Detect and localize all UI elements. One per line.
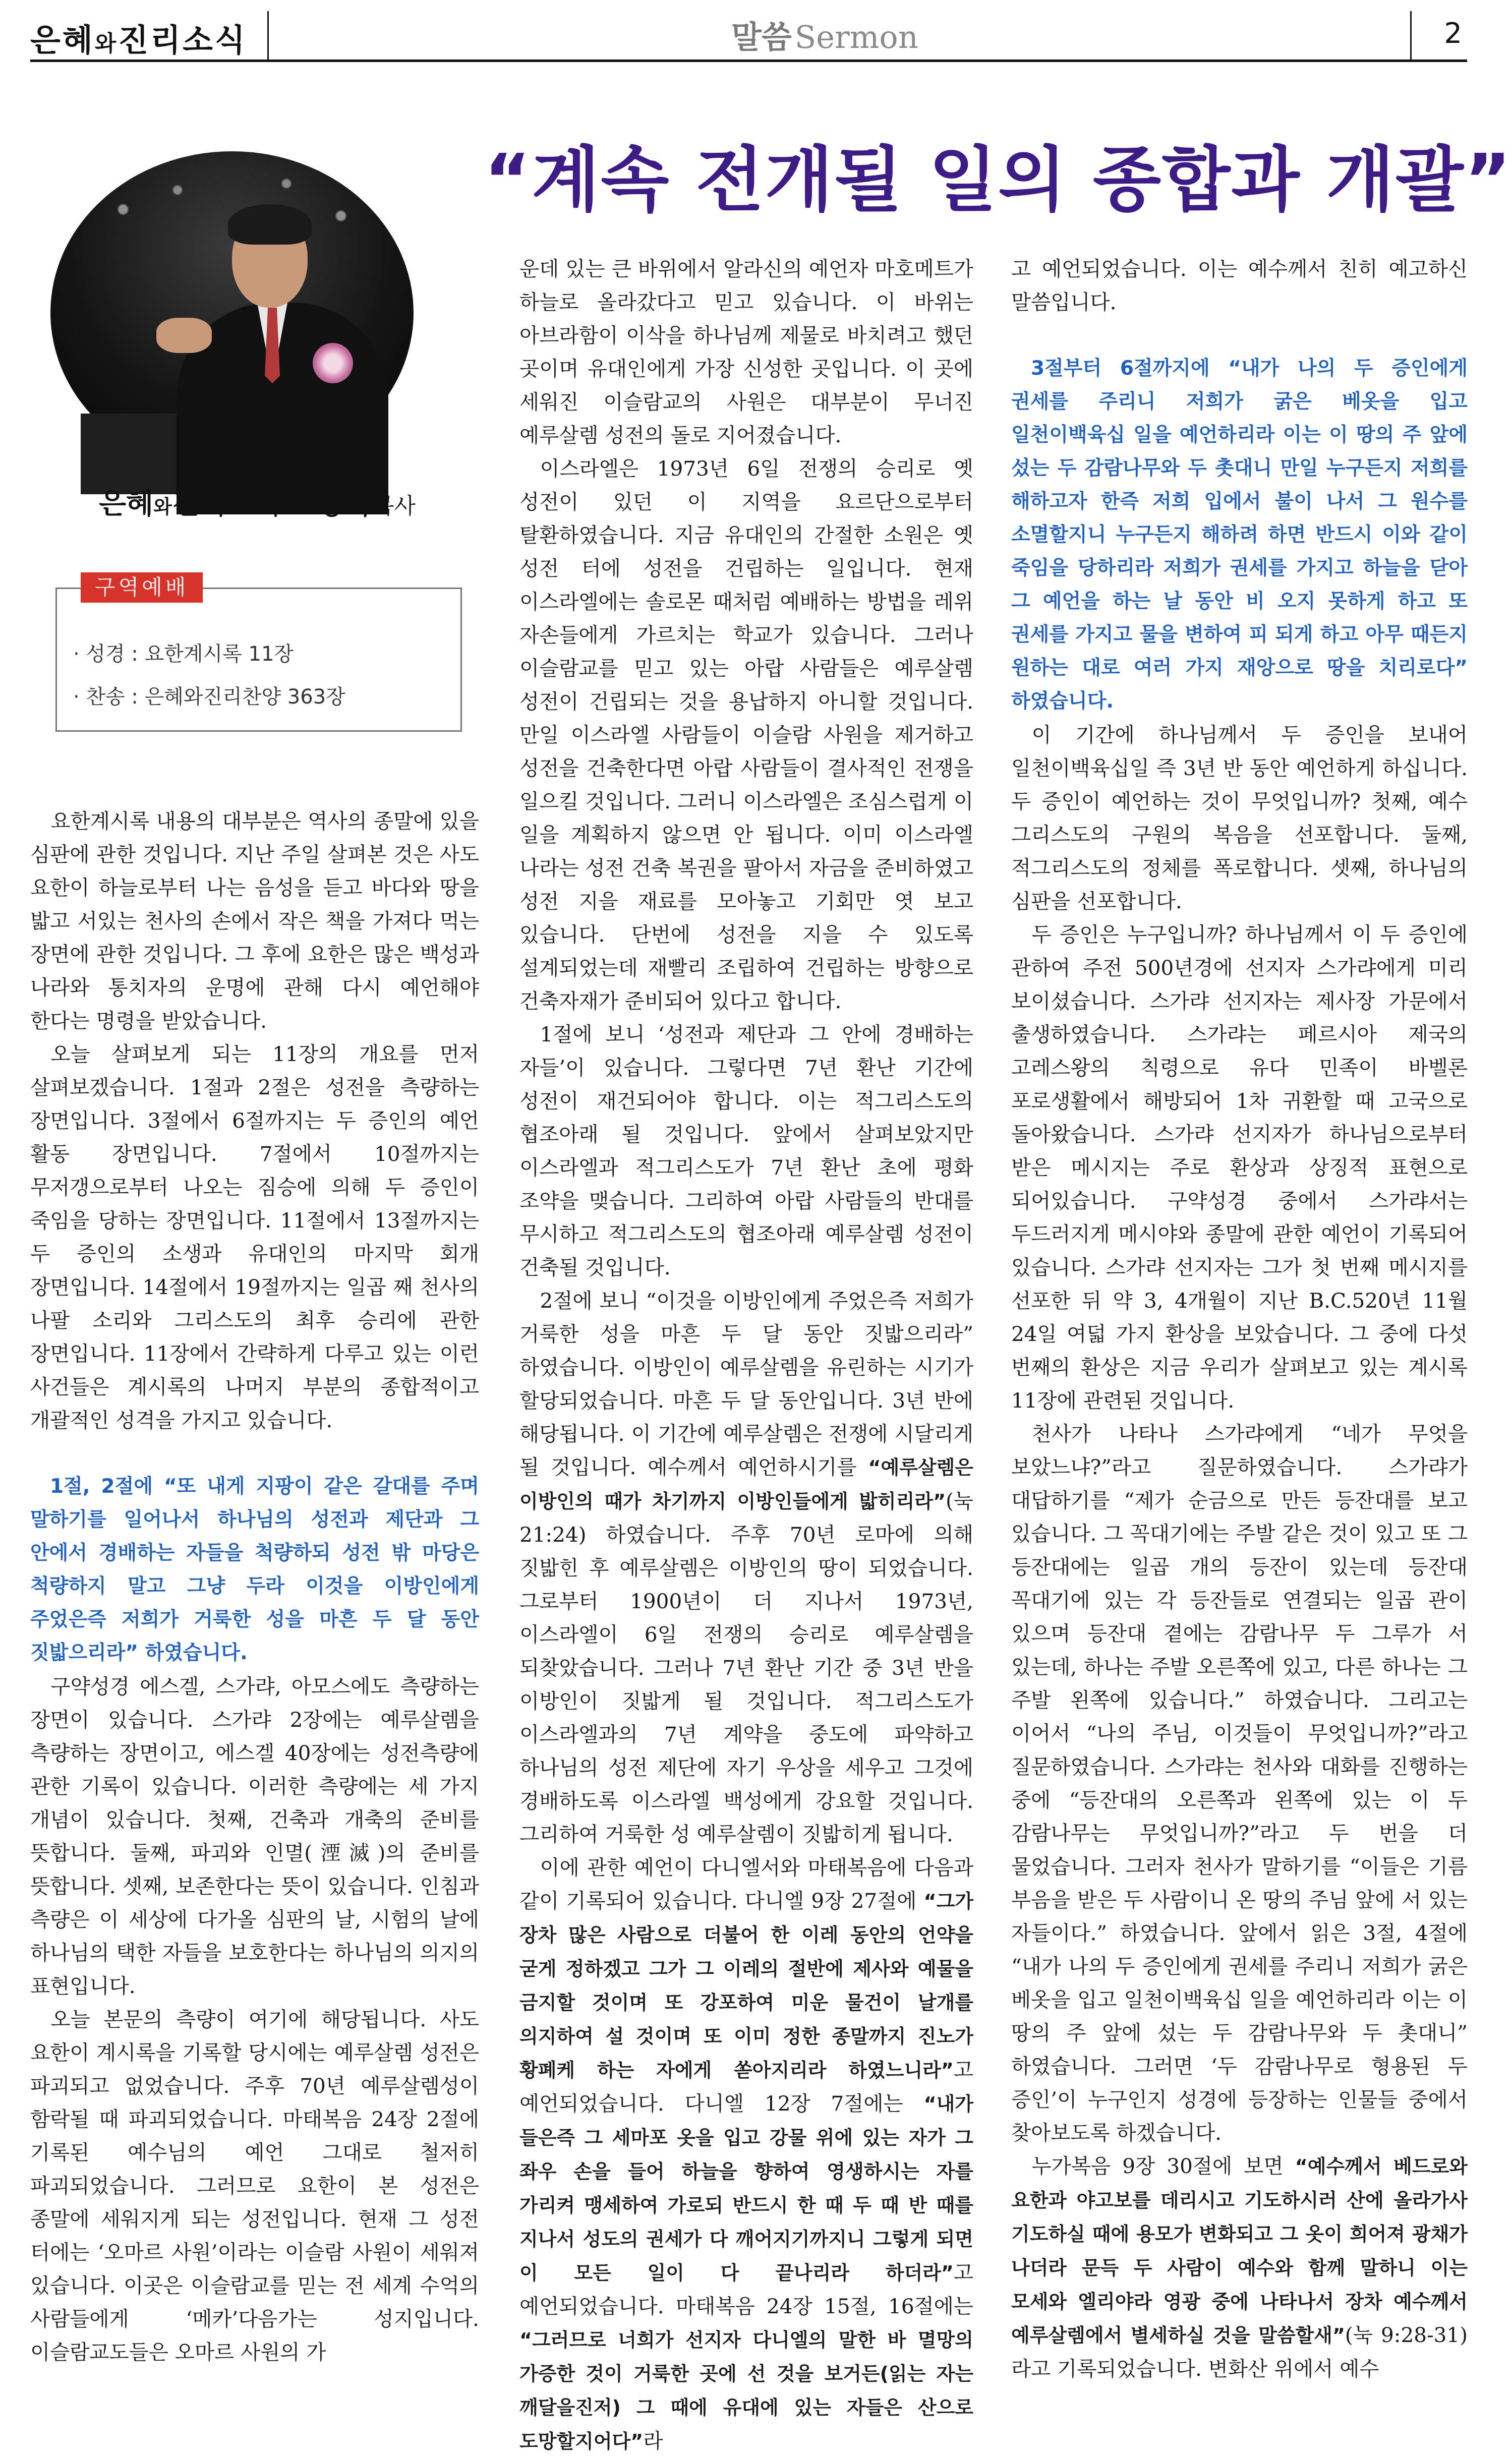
paragraph: 오늘 살펴보게 되는 11장의 개요를 먼저 살펴보겠습니다. 1절과 2절은 성전을 측량하는 장면입니다. 3절에서 6절까지는 두 증인의 예언 활동 장면입니다. 7절에서 10절까지는 무저갱으로부터 나오는 짐승에 의해 두 증인이 죽임을 당하는 장면입니다. 11절에서 13절까지는 두 증인의 소생과 유대인의 마지막 회개 장면입니다. 14절에서 19절까지는 일곱 째 천사의 나팔 소리와 그리스도의 최후 승리에 관한 장면입니다. 11장에서 간략하게 다루고 있는 이런 사건들은 계시록의 나머지 부분의 종합적이고 개괄적인 성격을 가지고 있습니다. xyxy=(30,1042,479,1432)
paragraph: 2절에 보니 “이것을 이방인에게 주었은즉 저희가 거룩한 성을 마흔 두 달 동안 짓밟으리라” 하였습니다. 이방인이 예루살렘을 유린하는 시기가 할당되었습니다. 마흔 두 달 동안입니다. 3년 반에 해당됩니다. 이 기간에 예루살렘은 전쟁에 시달리게 될 것입니다. 예수께서 예언하시기를 “예루살렘은 이방인의 때가 차기까지 이방인들에게 밟히리라”(눅 21:24) 하였습니다. 주후 70년 로마에 의해 짓밟힌 후 예루살렘은 이방인의 땅이 되었습니다. 그로부터 1900년이 더 지나서 1973년, 이스라엘이 6일 전쟁의 승리로 예루살렘을 되찾았습니다. 그러나 7년 환난 기간 중 3년 반을 이방인이 짓밟게 될 것입니다. 적그리스도가 이스라엘과의 7년 계약을 중도에 파약하고 하나님의 성전 제단에 자기 우상을 세우고 그것에 경배하도록 이스라엘 백성에게 강요할 것입니다. 그리하여 거룩한 성 예루살렘이 짓밟히게 됩니다. xyxy=(519,1289,973,1846)
section-name: 은혜와진리소식 xyxy=(30,22,247,58)
emphasis-quote: “그가 장차 많은 사람으로 더불어 한 이레 동안의 언약을 굳게 정하겠고 그가 그 이레의 절반에 제사와 예물을 금지할 것이며 또 강포하여 미운 물건이 날개를 의지하여 설 것이며 또 이미 정한 종말까지 진노가 황폐케 하는 자에게 쏟아지리라 하였느니라” xyxy=(519,1890,973,2081)
paragraph: 이에 관한 예언이 다니엘서와 마태복음에 다음과 같이 기록되어 있습니다. 다니엘 9장 27절에 “그가 장차 많은 사람으로 더불어 한 이레 동안의 언약을 굳게 정하겠고 그가 그 이레의 절반에 제사와 예물을 금지할 것이며 또 강포하여 미운 물건이 날개를 의지하여 설 것이며 또 이미 정한 종말까지 진노가 황폐케 하는 자에게 쏟아지리라 하였느니라”고 예언되었습니다. 다니엘 12장 7절에는 “내가 들은즉 그 세마포 옷을 입고 강물 위에 있는 자가 그 좌우 손을 들어 하늘을 향하여 영생하시는 자를 가리켜 맹세하여 가로되 반드시 한 때 두 때 반 때를 지나서 성도의 권세가 다 깨어지기까지니 그렇게 되면 이 모든 일이 다 끝나리라 하더라”고 예언되었습니다. 마태복음 24장 15절, 16절에는 “그러므로 너희가 선지자 다니엘의 말한 바 멸망의 가증한 것이 거룩한 곳에 선 것을 보거든(읽는 자는 깨달을진저) 그 때에 유대에 있는 자들은 산으로 도망할지어다”라 xyxy=(519,1855,973,2453)
scripture-quote: 1절, 2절에 “또 내게 지팡이 같은 갈대를 주며 말하기를 일어나서 하나님의 성전과 제단과 그 안에서 경배하는 자들을 척량하되 성전 밖 마당은 척량하지 말고 그냥 두라 이것을 이방인에게 주었은즉 저희가 거룩한 성을 마흔 두 달 동안 짓밟으리라” 하였습니다. xyxy=(30,1475,479,1664)
paragraph: 누가복음 9장 30절에 보면 “예수께서 베드로와 요한과 야고보를 데리시고 기도하시러 산에 올라가사 기도하실 때에 용모가 변화되고 그 옷이 희어져 광채가 나더라 문득 두 사람이 예수와 함께 말하니 이는 모세와 엘리야라 영광 중에 나타나서 장차 예수께서 예루살렘에서 별세하실 것을 말씀할새”(눅 9:28-31)라고 기록되었습니다. 변화산 위에서 예수 xyxy=(1011,2154,1468,2381)
emphasis-quote: “내가 들은즉 그 세마포 옷을 입고 강물 위에 있는 자가 그 좌우 손을 들어 하늘을 향하여 영생하시는 자를 가리켜 맹세하여 가로되 반드시 한 때 두 때 반 때를 지나서 성도의 권세가 다 깨어지기까지니 그렇게 되면 이 모든 일이 다 끝나리라 하더라” xyxy=(519,2093,973,2284)
scripture-reference: · 성경 : 요한계시록 11장 xyxy=(73,642,294,666)
paragraph: 고 예언되었습니다. 이는 예수께서 친히 예고하신 말씀입니다. xyxy=(1011,257,1468,314)
page-number: 2 xyxy=(1444,17,1462,50)
page-header xyxy=(30,11,1467,62)
pastor-photo xyxy=(50,151,414,474)
scripture-quote: 3절부터 6절까지에 “내가 나의 두 증인에게 권세를 주리니 저희가 굵은 베옷을 입고 일천이백육십 일을 예언하리라 이는 이 땅의 주 앞에 섰는 두 감람나무와 두 촛대니 만일 누구든지 저희를 해하고자 한즉 저희 입에서 불이 나서 그 원수를 소멸할지니 누구든지 해하려 하면 반드시 이와 같이 죽임을 당하리라 저희가 권세를 가지고 하늘을 닫아 그 예언을 하는 날 동안 비 오지 못하게 하고 또 권세를 가지고 물을 변하여 피 되게 하고 아무 때든지 원하는 대로 여러 가지 재앙으로 땅을 치리로다” 하였습니다. xyxy=(1011,357,1468,713)
paragraph: 천사가 나타나 스가랴에게 “네가 무엇을 보았느냐?”라고 질문하였습니다. 스가랴가 대답하기를 “제가 순금으로 만든 등잔대를 보고 있습니다. 그 꼭대기에는 주발 같은 것이 있고 또 그 등잔대에는 일곱 개의 등잔이 있는데 등잔대 꼭대기에 있는 각 등잔들로 연결되는 일곱 관이 있으며 등잔대 곁에는 감람나무 두 그루가 서 있는데, 하나는 주발 오른쪽에 있고, 다른 하나는 그 주발 왼쪽에 있습니다.” 하였습니다. 그리고는 이어서 “나의 주님, 이것들이 무엇입니까?”라고 질문하였습니다. 스가랴는 천사와 대화를 진행하는 중에 “등잔대의 오른쪽과 왼쪽에 있는 이 두 감람나무는 무엇입니까?”라고 두 번을 더 물었습니다. 그러자 천사가 말하기를 “이들은 기름 부음을 받은 두 사람이니 온 땅의 주님 앞에 서 있는 자들이다.” 하였습니다. 앞에서 읽은 3절, 4절에 “내가 나의 두 증인에게 권세를 주리니 저희가 굵은 베옷을 입고 일천이백육십 일을 예언하리라 이는 이 땅의 주 앞에 섰는 두 감람나무와 두 촛대니” 하였습니다. 그러면 ‘두 감람나무로 형용된 두 증인’이 누구인지 성경에 등장하는 인물들 중에서 찾아보도록 하겠습니다. xyxy=(1011,1422,1468,2145)
header-divider xyxy=(1410,11,1412,60)
article-column-1 xyxy=(30,804,479,2364)
paragraph: 두 증인은 누구입니까? 하나님께서 이 두 증인에 관하여 주전 500년경에 선지자 스가랴에게 미리 보이셨습니다. 스가랴 선지자는 제사장 가문에서 출생하였습니다. 스가랴는 페르시아 제국의 고레스왕의 칙령으로 유다 민족이 바벨론 포로생활에서 해방되어 1차 귀환할 때 고국으로 돌아왔습니다. 스가랴 선지자가 하나님으로부터 받은 메시지는 주로 환상과 상징적 표현으로 되어있습니다. 구약성경 중에서 스가랴서는 두드러지게 메시야와 종말에 관한 예언이 기록되어 있습니다. 스가랴 선지자는 그가 첫 번째 메시지를 선포한 뒤 약 3, 4개월이 지난 B.C.520년 11월 24일 여덟 가지 환상을 보았습니다. 그 중에 다섯 번째의 환상은 지금 우리가 살펴보고 있는 계시록 11장에 관련된 것입니다. xyxy=(1011,922,1468,1413)
emphasis-quote: “예루살렘은 이방인의 때가 차기까지 이방인들에게 밟히리라” xyxy=(519,1456,973,1512)
emphasis-quote: “그러므로 너희가 선지자 다니엘의 말한 바 멸망의 가증한 것이 거룩한 곳에 선 것을 보거든(읽는 자는 깨달을진저) 그 때에 유대에 있는 자들은 산으로 도망할지어다” xyxy=(519,2329,973,2452)
paragraph: 이스라엘은 1973년 6일 전쟁의 승리로 옛 성전이 있던 이 지역을 요르단으로부터 탈환하였습니다. 지금 유대인의 간절한 소원은 옛 성전 터에 성전을 건립하는 일입니다. 현재 이스라엘에는 솔로몬 때처럼 예배하는 방법을 레위 자손들에게 가르치는 학교가 있습니다. 그러나 이슬람교를 믿고 있는 아랍 사람들은 예루살렘 성전이 건립되는 것을 용납하지 아니할 것입니다. 만일 이스라엘 사람들이 이슬람 사원을 제거하고 성전을 건축한다면 아랍 사람들이 결사적인 전쟁을 일으킬 것입니다. 그러니 이스라엘은 조심스럽게 이 일을 계획하지 않으면 안 됩니다. 이미 이스라엘 나라는 성전 건축 복권을 팔아서 자금을 준비하였고 성전 지을 재료를 모아놓고 기회만 엿 보고 있습니다. 단번에 성전을 지을 수 있도록 설계되었는데 재빨리 조립하여 건립하는 방향으로 건축자재가 준비되어 있다고 합니다. xyxy=(519,456,973,1013)
pastor-byline: 은혜와진리교회 조용목목사 xyxy=(98,488,416,520)
paragraph: 요한계시록 내용의 대부분은 역사의 종말에 있을 심판에 관한 것입니다. 지난 주일 살펴본 것은 사도 요한이 하늘로부터 나는 음성을 듣고 바다와 땅을 밟고 서있는 천사의 손에서 작은 책을 가져다 먹는 장면에 관한 것입니다. 그 후에 요한은 많은 백성과 나라와 통치자의 운명에 관해 다시 예언해야 한다는 명령을 받았습니다. xyxy=(30,809,479,1033)
article-column-2 xyxy=(519,252,973,2453)
service-tag: 구역예배 xyxy=(81,572,203,603)
paragraph: 이 기간에 하나님께서 두 증인을 보내어 일천이백육십일 즉 3년 반 동안 예언하게 하십니다. 두 증인이 예언하는 것이 무엇입니까? 첫째, 예수 그리스도의 구원의 복음을 선포합니다. 둘째, 적그리스도의 정체를 폭로합니다. 셋째, 하나님의 심판을 선포합니다. xyxy=(1011,723,1468,913)
paragraph: 구약성경 에스겔, 스가랴, 아모스에도 측량하는 장면이 있습니다. 스가랴 2장에는 예루살렘을 측량하는 장면이고, 에스겔 40장에는 성전측량에 관한 기록이 있습니다. 이러한 측량에는 세 가지 개념이 있습니다. 첫째, 건축과 개축의 준비를 뜻합니다. 둘째, 파괴와 인멸(湮滅)의 준비를 뜻합니다. 셋째, 보존한다는 뜻이 있습니다. 인침과 측량은 이 세상에 다가올 심판의 날, 시험의 날에 하나님의 택한 자들을 보호한다는 하나님의 의지의 표현입니다. xyxy=(30,1674,479,1998)
paragraph: 운데 있는 큰 바위에서 알라신의 예언자 마호메트가 하늘로 올라갔다고 믿고 있습니다. 이 바위는 아브라함이 이삭을 하나님께 제물로 바치려고 했던 곳이며 유대인에게 가장 신성한 곳입니다. 이 곳에 세워진 이슬람교의 사원은 대부분이 무너진 예루살렘 성전의 돌로 지어졌습니다. xyxy=(519,257,973,447)
header-divider xyxy=(267,11,269,60)
emphasis-quote: “예수께서 베드로와 요한과 야고보를 데리시고 기도하시러 산에 올라가사 기도하실 때에 용모가 변화되고 그 옷이 희어져 광채가 나더라 문득 두 사람이 예수와 함께 말하니 이는 모세와 엘리야라 영광 중에 나타나서 장차 예수께서 예루살렘에서 별세하실 것을 말씀할새” xyxy=(1011,2155,1468,2347)
section-label: 말씀Sermon xyxy=(731,19,918,55)
paragraph: 1절에 보니 ‘성전과 제단과 그 안에 경배하는 자들’이 있습니다. 그렇다면 7년 환난 기간에 성전이 재건되어야 합니다. 이는 적그리스도의 협조아래 될 것입니다. 앞에서 살펴보았지만 이스라엘과 적그리스도가 7년 환난 초에 평화 조약을 맺습니다. 그리하여 아랍 사람들의 반대를 무시하고 적그리스도의 협조아래 예루살렘 성전이 건축될 것입니다. xyxy=(519,1022,973,1279)
article-column-3 xyxy=(1011,252,1468,2381)
paragraph: 오늘 본문의 측량이 여기에 해당됩니다. 사도 요한이 계시록을 기록할 당시에는 예루살렘 성전은 파괴되고 없었습니다. 주후 70년 예루살렘성이 함락될 때 파괴되었습니다. 마태복음 24장 2절에 기록된 예수님의 예언 그대로 철저히 파괴되었습니다. 그러므로 요한이 본 성전은 종말에 세워지게 되는 성전입니다. 현재 그 성전 터에는 ‘오마르 사원’이라는 이슬람 사원이 세워져 있습니다. 이곳은 이슬람교를 믿는 전 세계 수억의 사람들에게 ‘메카’다음가는 성지입니다. 이슬람교도들은 오마르 사원의 가 xyxy=(30,2007,479,2364)
article-headline: “계속 전개될 일의 종합과 개괄” xyxy=(484,139,1512,221)
hymn-reference: · 찬송 : 은혜와진리찬양 363장 xyxy=(73,685,345,709)
